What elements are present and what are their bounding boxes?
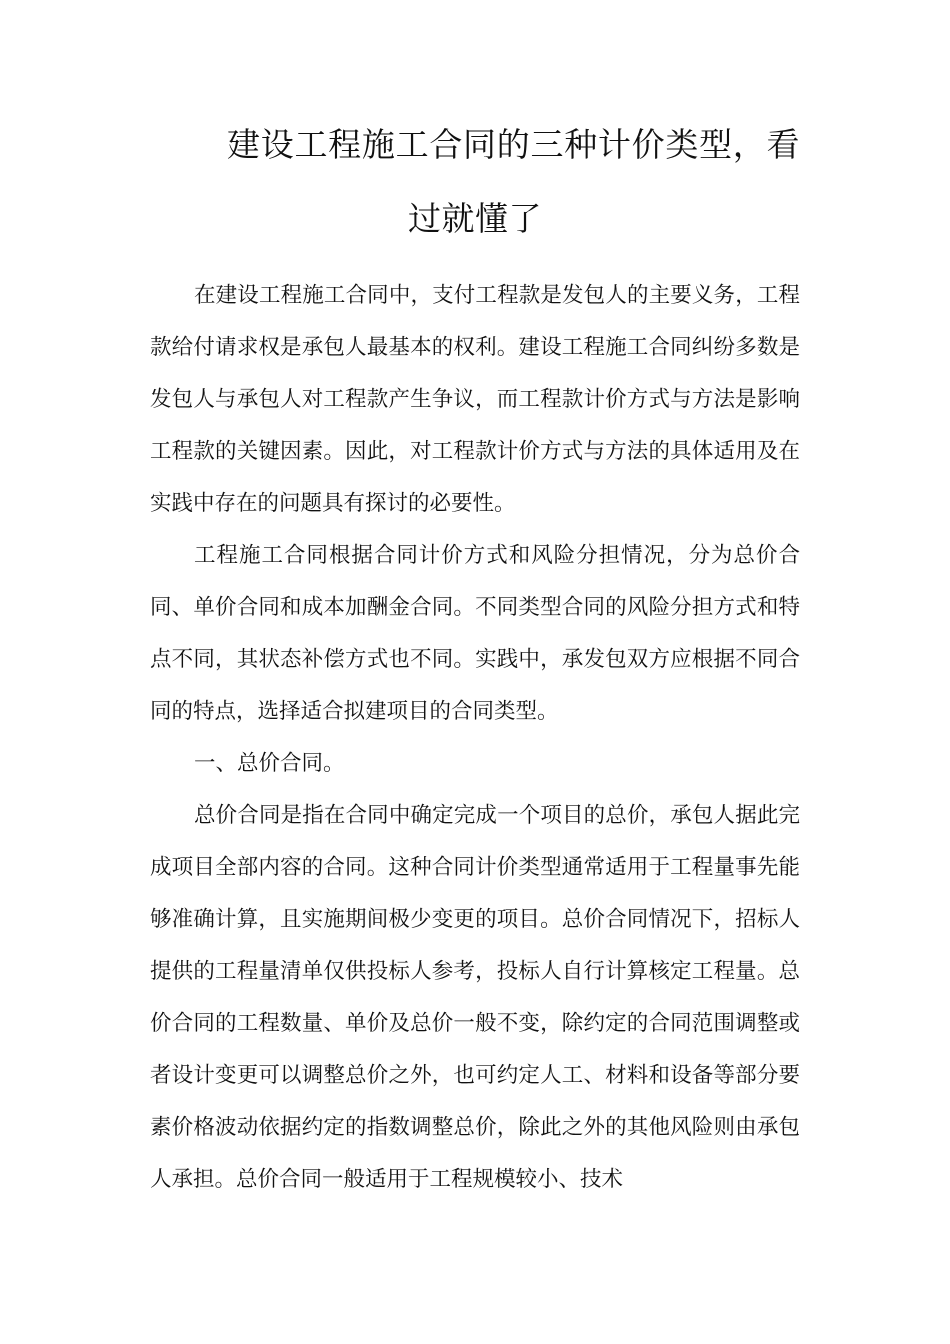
paragraph-contract-types: 工程施工合同根据合同计价方式和风险分担情况，分为总价合同、单价合同和成本加酬金合同。不同类型合同的风险分担方式和特点不同，其状态补偿方式也不同。实践中，承发包双方应根据不同合同的特点，选择适合拟建项目的合同类型。 xyxy=(150,543,800,724)
document-body xyxy=(150,270,800,1206)
paragraph-lump-sum: 总价合同是指在合同中确定完成一个项目的总价，承包人据此完成项目全部内容的合同。这种合同计价类型通常适用于工程量事先能够准确计算，且实施期间极少变更的项目。总价合同情况下，招标人提供的工程量清单仅供投标人参考，投标人自行计算核定工程量。总价合同的工程数量、单价及总价一般不变，除约定的合同范围调整或者设计变更可以调整总价之外，也可约定人工、材料和设备等部分要素价格波动依据约定的指数调整总价，除此之外的其他风险则由承包人承担。总价合同一般适用于工程规模较小、技术 xyxy=(150,803,800,1192)
section-heading-lump-sum: 一、总价合同。 xyxy=(194,751,345,776)
paragraph-intro: 在建设工程施工合同中，支付工程款是发包人的主要义务，工程款给付请求权是承包人最基本的权利。建设工程施工合同纠纷多数是发包人与承包人对工程款产生争议，而工程款计价方式与方法是影响工程款的关键因素。因此，对工程款计价方式与方法的具体适用及在实践中存在的问题具有探讨的必要性。 xyxy=(150,283,800,516)
document-title: 建设工程施工合同的三种计价类型，看过就懂了 xyxy=(227,125,800,238)
